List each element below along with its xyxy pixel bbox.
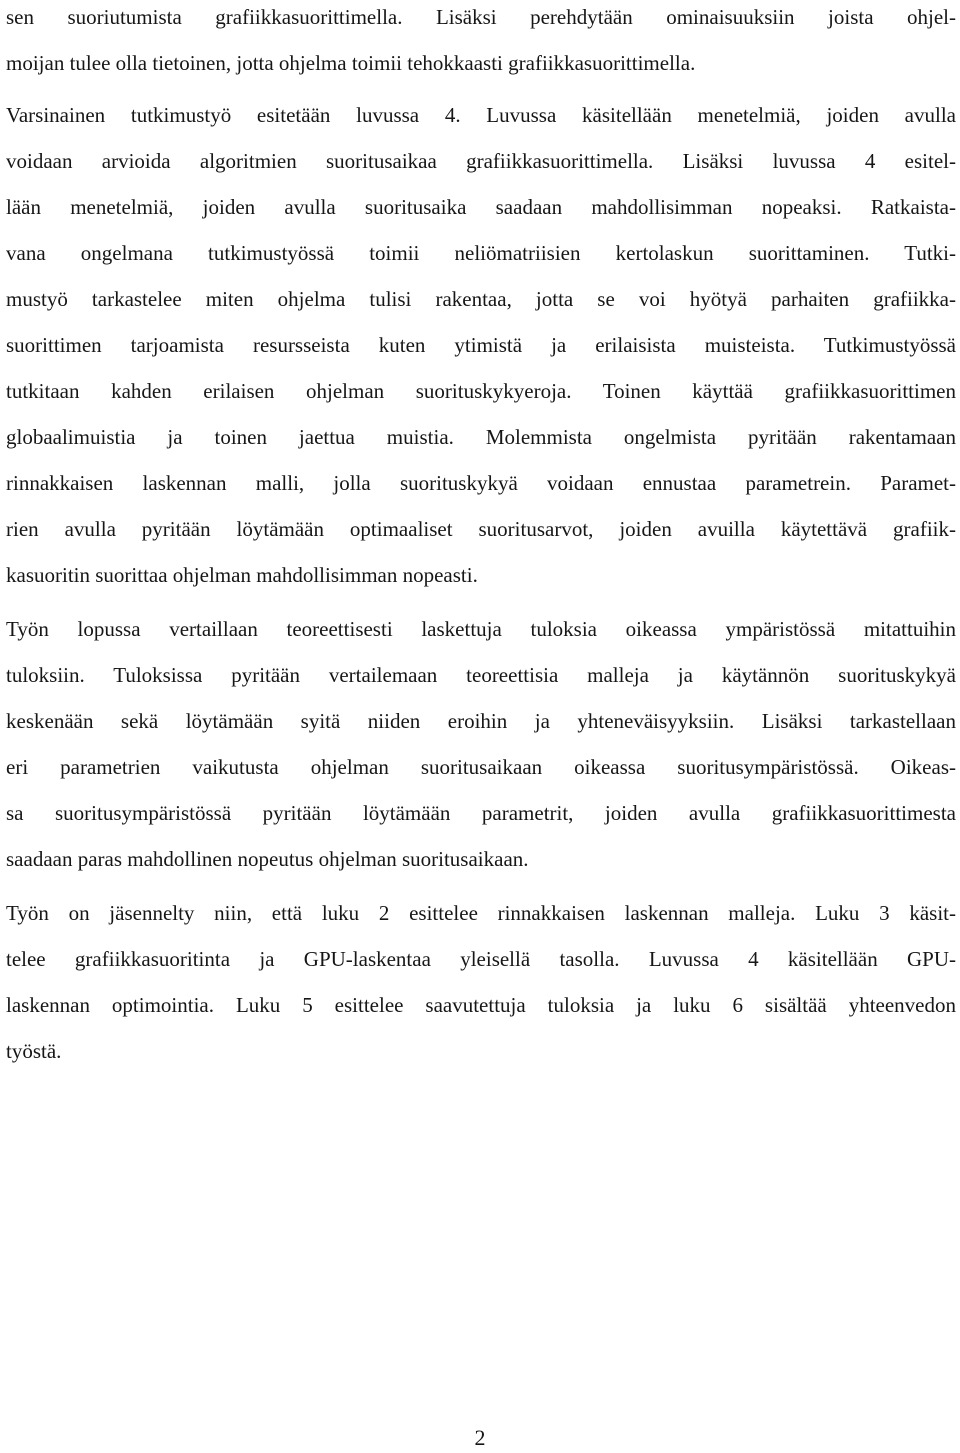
paragraph-1 [6,3,956,95]
text-line: sa suoritusympäristössä pyritään löytämään parametrit, joiden avulla grafiikkasuorittimesta [6,801,956,825]
text-line: voidaan arvioida algoritmien suoritusaikaa grafiikkasuorittimella. Lisäksi luvussa 4 esitel- [6,149,956,173]
text-line: vana ongelmana tutkimustyössä toimii neliömatriisien kertolaskun suorittaminen. Tutki- [6,241,956,265]
text-line: globaalimuistia ja toinen jaettua muistia. Molemmista ongelmista pyritään rakentamaan [6,425,956,449]
text-line: lään menetelmiä, joiden avulla suoritusaika saadaan mahdollisimman nopeaksi. Ratkaista- [6,195,956,219]
text-line: kasuoritin suorittaa ohjelman mahdollisimman nopeasti. [6,563,478,587]
paragraph-2 [6,101,956,607]
paragraph-4 [6,899,956,1083]
text-line: saadaan paras mahdollinen nopeutus ohjelman suoritusaikaan. [6,847,529,871]
text-line: eri parametrien vaikutusta ohjelman suoritusaikaan oikeassa suoritusympäristössä. Oikeas- [6,755,956,779]
text-line: moijan tulee olla tietoinen, jotta ohjelma toimii tehokkaasti grafiikkasuorittimella. [6,51,696,75]
text-line: Työn lopussa vertaillaan teoreettisesti laskettuja tuloksia oikeassa ympäristössä mitattuihin [6,617,956,641]
text-line: sen suoriutumista grafiikkasuorittimella. Lisäksi perehdytään ominaisuuksiin joista ohjel- [6,5,956,29]
body-text [6,3,956,1083]
paragraph-3 [6,615,956,891]
text-line: telee grafiikkasuoritinta ja GPU-laskentaa yleisellä tasolla. Luvussa 4 käsitellään GPU- [6,947,956,971]
paragraph-gap [6,891,956,899]
text-line: suorittimen tarjoamista resursseista kuten ytimistä ja erilaisista muisteista. Tutkimustyössä [6,333,956,357]
paragraph-gap [6,607,956,615]
text-line: työstä. [6,1039,62,1063]
text-line: keskenään sekä löytämään syitä niiden eroihin ja yhteneväisyyksiin. Lisäksi tarkastellaan [6,709,956,733]
text-line: rinnakkaisen laskennan malli, jolla suorituskykyä voidaan ennustaa parametrein. Paramet- [6,471,956,495]
text-line: tutkitaan kahden erilaisen ohjelman suorituskykyeroja. Toinen käyttää grafiikkasuorittimen [6,379,956,403]
page-number: 2 [474,1425,486,1450]
text-line: rien avulla pyritään löytämään optimaaliset suoritusarvot, joiden avuilla käytettävä grafiik- [6,517,956,541]
text-line: mustyö tarkastelee miten ohjelma tulisi rakentaa, jotta se voi hyötyä parhaiten grafiikka- [6,287,956,311]
text-line: Varsinainen tutkimustyö esitetään luvussa 4. Luvussa käsitellään menetelmiä, joiden avulla [6,103,956,127]
text-line: laskennan optimointia. Luku 5 esittelee saavutettuja tuloksia ja luku 6 sisältää yhteenvedon [6,993,956,1017]
text-line: tuloksiin. Tuloksissa pyritään vertailemaan teoreettisia malleja ja käytännön suorituskykyä [6,663,956,687]
text-line: Työn on jäsennelty niin, että luku 2 esittelee rinnakkaisen laskennan malleja. Luku 3 käsit- [6,901,956,925]
